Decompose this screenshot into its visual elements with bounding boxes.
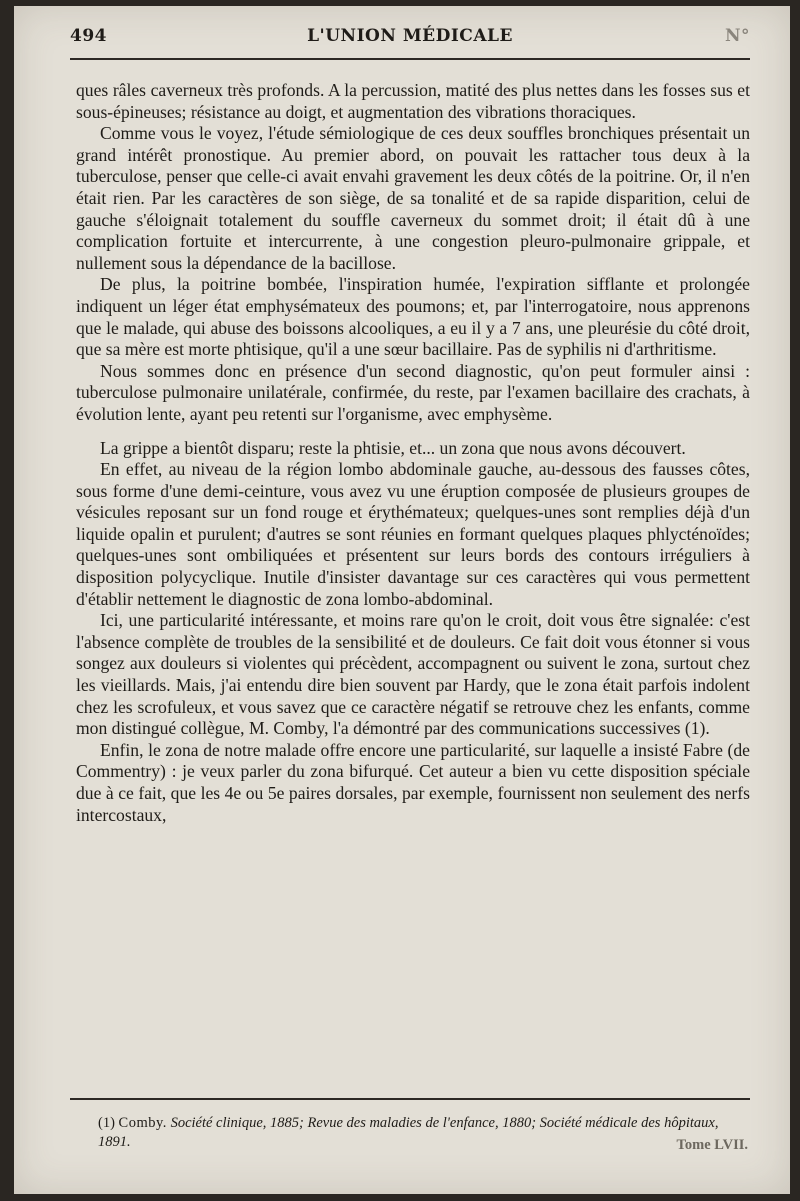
issue-label: N° [724,26,750,46]
paragraph: En effet, au niveau de la région lombo abdominale gauche, au-dessous des fausses côtes, sous forme d'une demi-ceinture, vous avez vu une éruption composée de plusieurs groupes de vésicules reposant sur un fond rouge et érythémateux; quelques-unes sont remplies déjà d'un liquide opalin et purulent; d'autres se sont réunies en formant quelques plaques phlycténoïdes; quelques-unes sont ombiliquées et présentent sur leurs bords des contours irréguliers à disposition polycyclique. Inutile d'insister davantage sur ces caractères qui vous permettent d'établir nettement le diagnostic de zona lombo-abdominal. [76,459,750,609]
footnote-rule [70,1098,750,1100]
paragraph: Enfin, le zona de notre malade offre encore une particularité, sur laquelle a insisté Fabre (de Commentry) : je veux parler du zona bifurqué. Cet auteur a bien vu cette disposition spéciale due à ce fait, que les 4e ou 5e paires dorsales, par exemple, fournissent non seulement des nerfs intercostaux, [76,739,750,825]
paragraph: ques râles caverneux très profonds. A la percussion, matité des plus nettes dans les fosses sus et sous-épineuses; résistance au doigt, et augmentation des vibrations thoraciques. [76,80,750,122]
volume-label: Tome LVII. [676,1137,748,1153]
footnote-author: Comby. [118,1115,167,1131]
running-header [70,20,750,52]
journal-title: L'UNION MÉDICALE [307,26,513,46]
paragraph: Nous sommes donc en présence d'un second diagnostic, qu'on peut formuler ainsi : tuberculose pulmonaire unilatérale, confirmée, du reste, par l'examen bacillaire des crachats, à évolution lente, ayant peu retenti sur l'organisme, avec emphysème. [76,360,750,424]
header-rule [70,58,750,60]
paragraph: La grippe a bientôt disparu; reste la phtisie, et... un zona que nous avons découvert. [100,437,686,458]
footnote-mark: (1) [98,1115,115,1131]
page-number: 494 [70,26,107,46]
paragraph: Comme vous le voyez, l'étude sémiologique de ces deux souffles bronchiques présentait un grand intérêt pronostique. Au premier abord, on pouvait les rattacher tous deux à la tuberculose, penser que celle-ci avait envahi gravement les deux côtés de la poitrine. Or, il n'en était rien. Par les caractères de son siège, de sa tonalité et de sa rapide disparition, celui de gauche s'éloignait totalement du souffle caverneux du sommet droit; il était dû à une complication fortuite et intercurrente, à une congestion pleuro-pulmonaire grippale, et nullement sous la dépendance de la bacillose. [76,123,750,273]
paragraph: De plus, la poitrine bombée, l'inspiration humée, l'expiration sifflante et prolongée indiquent un léger état emphysémateux des poumons; et, par l'interrogatoire, nous apprenons que le malade, qui abuse des boissons alcooliques, a eu il y a 7 ans, une pleurésie du côté droit, que sa mère est morte phtisique, qu'il a une sœur bacillaire. Pas de syphilis ni d'arthritisme. [76,274,750,360]
body-text [76,80,750,826]
footnote [98,1114,750,1152]
document-page [14,6,790,1194]
paragraph: Ici, une particularité intéressante, et moins rare qu'on le croit, doit vous être signalée: c'est l'absence complète de troubles de la sensibilité et de douleurs. Ce fait doit vous étonner si vous songez aux douleurs si violentes qui précèdent, accompagnent ou suivent le zona, surtout chez les vieillards. Mais, j'ai entendu dire bien souvent par Hardy, que le zona était parfois indolent chez les scrofuleux, et vous savez que ce caractère négatif se retrouve chez les enfants, comme mon distingué collègue, M. Comby, l'a démontré par des communications successives (1). [76,610,750,739]
footnote-text: Société clinique, 1885; Revue des maladies de l'enfance, 1880; Société médicale des hôpitaux, 1891. [98,1115,719,1150]
